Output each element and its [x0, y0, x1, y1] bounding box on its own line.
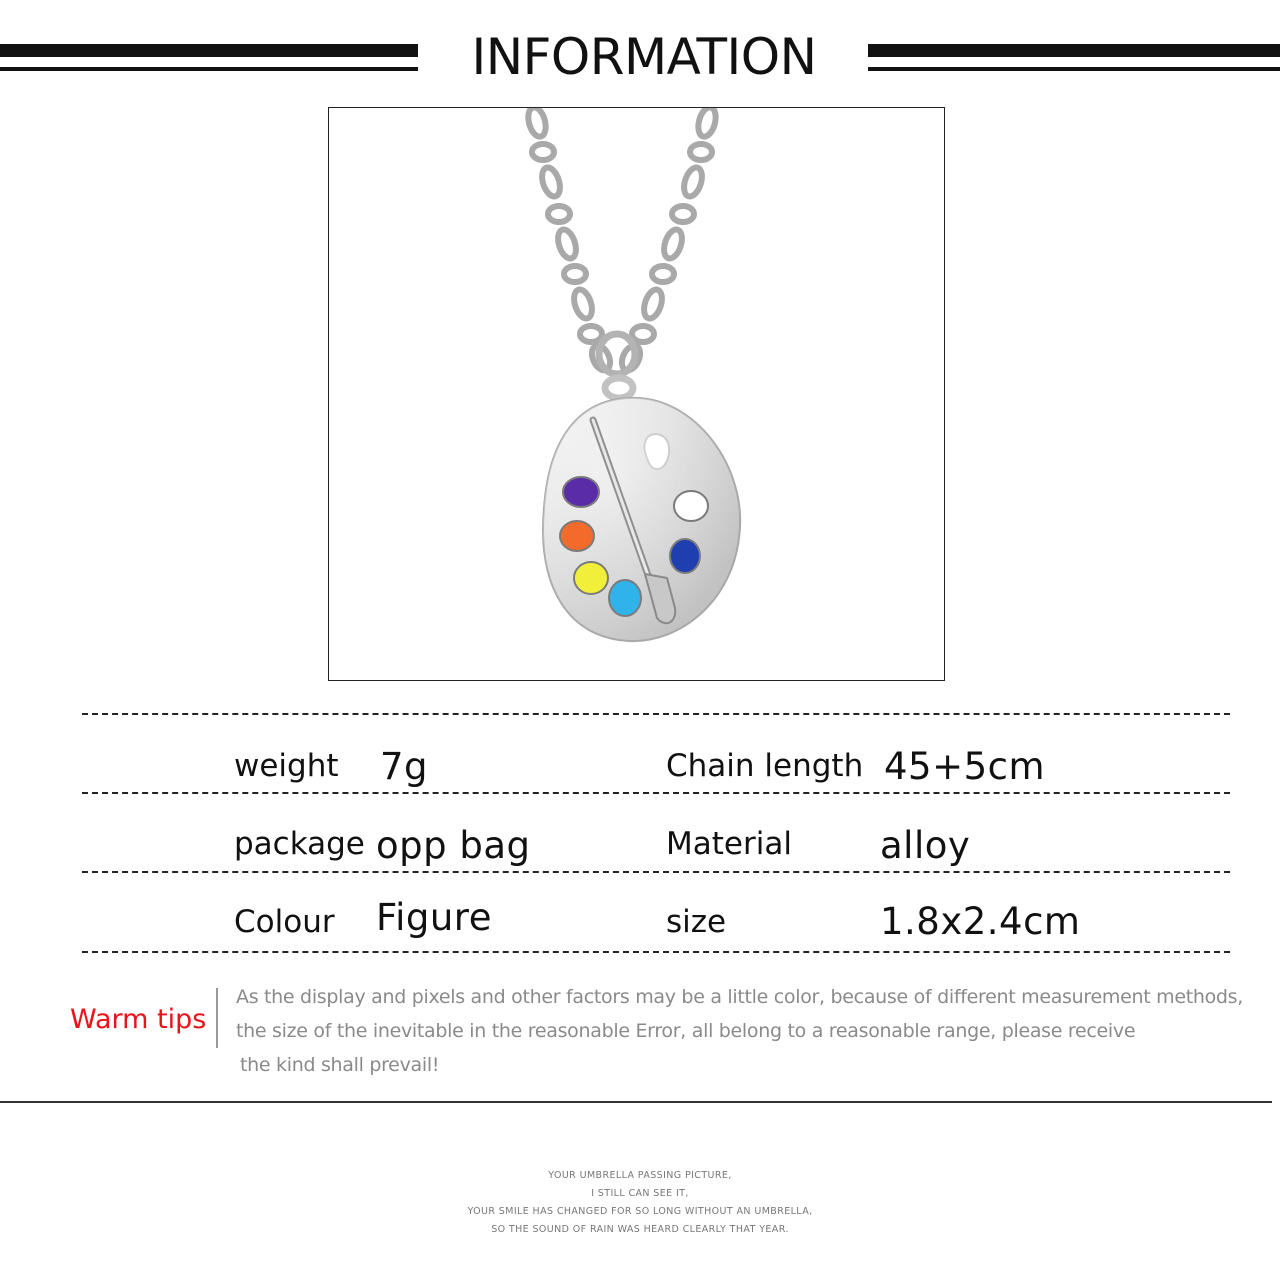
- header-bar-right-thin: [868, 67, 1280, 71]
- spec-label-colour: Colour: [234, 904, 335, 940]
- section-rule: [0, 1101, 1272, 1103]
- paint-white: [674, 491, 708, 521]
- spec-value-weight: 7g: [380, 745, 429, 788]
- warm-tips-line: As the display and pixels and other factors may be a little color, because of different measurement methods,: [236, 986, 1244, 1008]
- paint-cyan: [609, 580, 641, 616]
- spec-value-chain-length: 45+5cm: [884, 745, 1046, 788]
- warm-tips-line: the size of the inevitable in the reasonable Error, all belong to a reasonable range, please receive: [236, 1020, 1136, 1042]
- page-title: INFORMATION: [471, 28, 817, 86]
- spec-value-size: 1.8x2.4cm: [880, 900, 1081, 943]
- footer-line: SO THE SOUND OF RAIN WAS HEARD CLEARLY THAT YEAR.: [491, 1224, 789, 1235]
- spec-label-chain-length: Chain length: [666, 748, 864, 784]
- header-bar-left-thin: [0, 67, 418, 71]
- spec-label-size: size: [666, 904, 727, 940]
- paint-yellow: [574, 562, 608, 594]
- paint-blue: [670, 539, 700, 573]
- jump-ring-small: [605, 378, 633, 398]
- jump-ring: [599, 334, 635, 374]
- product-photo: [328, 107, 945, 681]
- palette-necklace-illustration: [329, 108, 945, 681]
- warm-tips-separator: [216, 988, 218, 1048]
- footer-line: I STILL CAN SEE IT,: [591, 1188, 689, 1199]
- spec-value-package: opp bag: [376, 824, 531, 867]
- spec-label-weight: weight: [234, 748, 339, 784]
- paint-orange: [560, 521, 594, 551]
- warm-tips-line: the kind shall prevail!: [240, 1054, 440, 1076]
- spec-divider: [82, 792, 1230, 794]
- spec-divider: [82, 951, 1230, 953]
- footer-line: YOUR UMBRELLA PASSING PICTURE,: [548, 1170, 732, 1181]
- warm-tips-label: Warm tips: [70, 1004, 207, 1035]
- spec-label-material: Material: [666, 826, 792, 862]
- spec-value-material: alloy: [880, 824, 971, 867]
- spec-divider: [82, 871, 1230, 873]
- paint-purple: [563, 477, 599, 507]
- footer-line: YOUR SMILE HAS CHANGED FOR SO LONG WITHOUT AN UMBRELLA,: [467, 1206, 813, 1217]
- header-bar-left-thick: [0, 44, 418, 57]
- spec-divider: [82, 713, 1230, 715]
- spec-value-colour: Figure: [376, 896, 492, 939]
- spec-label-package: package: [234, 826, 365, 862]
- header-bar-right-thick: [868, 44, 1280, 57]
